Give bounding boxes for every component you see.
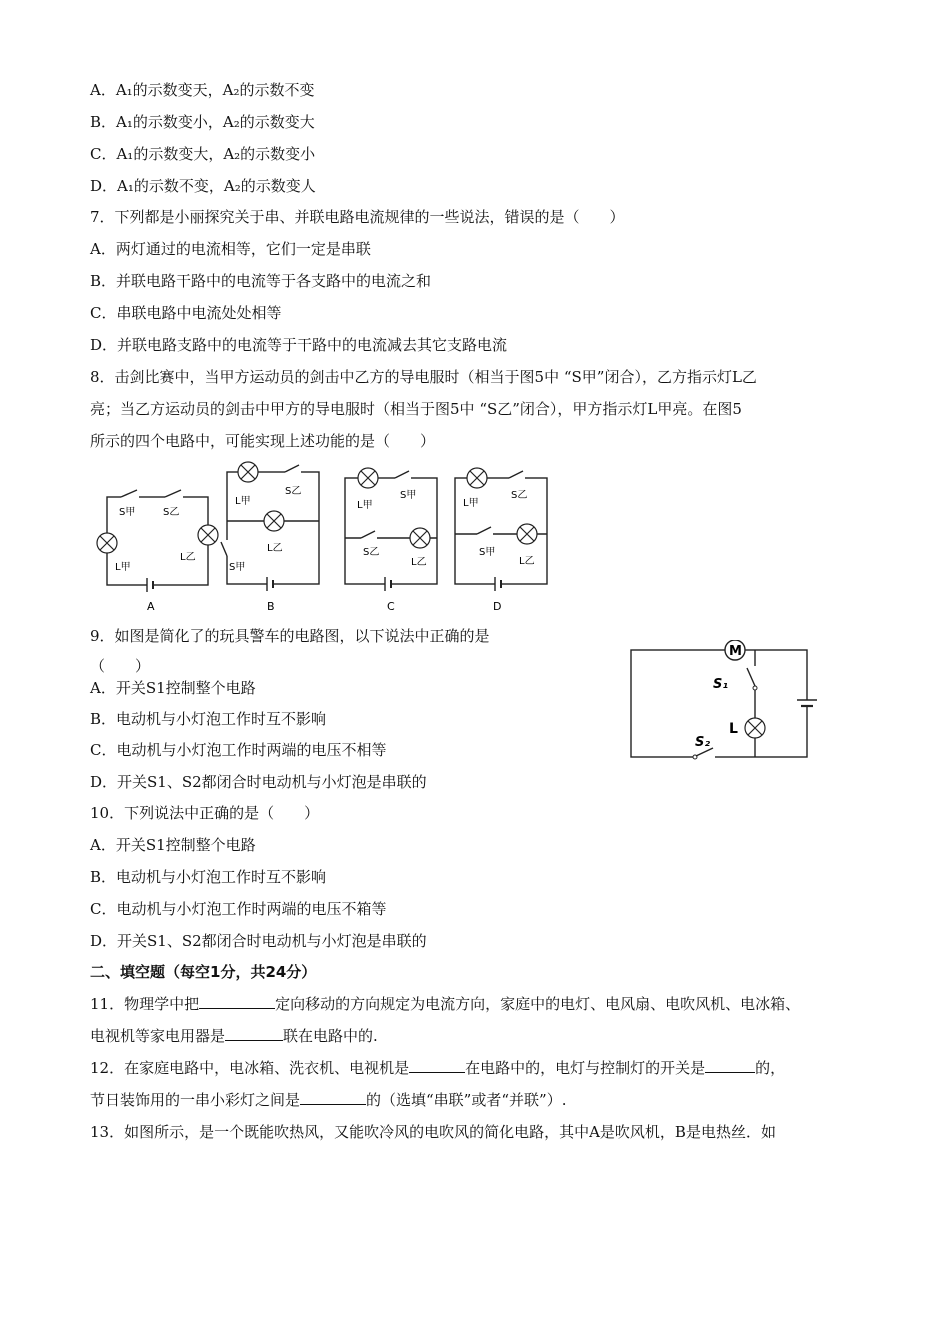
circuit-c-s-yi-label: S乙	[363, 547, 380, 558]
switch-s2-label: S₂	[695, 735, 711, 750]
circuit-d-s-jia-label: S甲	[479, 547, 496, 558]
q11-line-2	[90, 1026, 378, 1046]
q12-blank-3	[300, 1090, 366, 1105]
q12-text-2: 在电路中的，电灯与控制灯的开关是	[465, 1059, 706, 1077]
q7-option-d: D．并联电路支路中的电流等于干路中的电流减去其它支路电流	[90, 336, 508, 354]
switch-s1-label: S₁	[713, 677, 729, 692]
circuit-a	[97, 490, 218, 613]
q10-option-a: A．开关S1控制整个电路	[90, 836, 256, 854]
circuit-d-s-yi-label: S乙	[511, 490, 528, 501]
q9-option-a: A．开关S1控制整个电路	[90, 679, 256, 697]
q9-option-d: D．开关S1、S2都闭合时电动机与小灯泡是串联的	[90, 773, 427, 791]
q8-stem-line-1: 8．击剑比赛中，当甲方运动员的剑击中乙方的导电服时（相当于图5中 “S甲”闭合），乙方指示灯L乙	[90, 368, 757, 386]
q9-option-b: B．电动机与小灯泡工作时互不影响	[90, 710, 327, 728]
circuit-a-label: A	[147, 600, 155, 613]
q12-text-5: 的（选填“串联”或者“并联”）.	[366, 1091, 567, 1109]
circuit-c-label: C	[387, 600, 395, 613]
q11-blank-1	[199, 994, 275, 1009]
q7-option-c: C．串联电路中电流处处相等	[90, 304, 282, 322]
q9-stem: 9．如图是简化了的玩具警车的电路图，以下说法中正确的是	[90, 627, 490, 645]
q10-stem: 10．下列说法中正确的是（ ）	[90, 804, 320, 822]
q6-option-a: A．A₁的示数变天，A₂的示数不变	[90, 81, 315, 99]
circuit-c	[345, 468, 437, 613]
circuit-a-l-jia-label: L甲	[115, 562, 131, 573]
circuit-a-s-yi-label: S乙	[163, 507, 180, 518]
q9-option-c: C．电动机与小灯泡工作时两端的电压不相等	[90, 741, 387, 759]
q8-circuits-figure	[95, 460, 565, 620]
q6-option-d: D．A₁的示数不变，A₂的示数变人	[90, 177, 316, 195]
circuit-b-l-jia-label: L甲	[235, 496, 251, 507]
q7-stem: 7．下列都是小丽探究关于串、并联电路电流规律的一些说法，错误的是（ ）	[90, 208, 625, 226]
circuit-b-s-jia-label: S甲	[229, 562, 246, 573]
q8-stem-line-3: 所示的四个电路中，可能实现上述功能的是（ ）	[90, 432, 436, 450]
q10-option-d: D．开关S1、S2都闭合时电动机与小灯泡是串联的	[90, 932, 427, 950]
circuit-b	[221, 462, 319, 613]
circuit-d-l-jia-label: L甲	[463, 498, 479, 509]
q12-blank-2	[705, 1058, 755, 1073]
circuit-c-l-jia-label: L甲	[357, 500, 373, 511]
q11-text-4: 联在电路中的.	[283, 1027, 378, 1045]
circuit-d	[455, 468, 547, 613]
q12-blank-1	[409, 1058, 465, 1073]
q12-text-1: 12．在家庭电路中，电冰箱、洗衣机、电视机是	[90, 1059, 410, 1077]
circuit-d-label: D	[493, 600, 502, 613]
lamp-label: L	[729, 721, 738, 737]
circuit-a-s-jia-label: S甲	[119, 507, 136, 518]
q9-paren: （ ）	[90, 657, 151, 675]
section-2-title: 二、填空题（每空1分，共24分）	[90, 963, 317, 981]
circuit-c-s-jia-label: S甲	[400, 490, 417, 501]
q9-circuit-figure	[625, 640, 835, 770]
circuit-b-l-yi-label: L乙	[267, 543, 283, 554]
q8-stem-line-2: 亮；当乙方运动员的剑击中甲方的导电服时（相当于图5中 “S乙”闭合），甲方指示灯L甲亮。在图5	[90, 400, 742, 418]
q11-text-2: 定向移动的方向规定为电流方向，家庭中的电灯、电风扇、电吹风机、电冰箱、	[275, 995, 801, 1013]
q10-option-c: C．电动机与小灯泡工作时两端的电压不箱等	[90, 900, 387, 918]
motor-label: M	[729, 644, 742, 659]
circuit-a-l-yi-label: L乙	[180, 552, 196, 563]
q12-line-1	[90, 1058, 785, 1078]
q7-option-a: A．两灯通过的电流相等，它们一定是串联	[90, 240, 371, 258]
q12-text-4: 节日装饰用的一串小彩灯之间是	[90, 1091, 301, 1109]
circuit-c-l-yi-label: L乙	[411, 557, 427, 568]
q6-option-b: B．A₁的示数变小，A₂的示数变大	[90, 113, 315, 131]
circuit-d-l-yi-label: L乙	[519, 556, 535, 567]
q11-text-1: 11．物理学中把	[90, 995, 200, 1013]
circuit-b-s-yi-label: S乙	[285, 486, 302, 497]
q12-text-3: 的，	[755, 1059, 786, 1077]
q12-line-2	[90, 1090, 566, 1110]
q7-option-b: B．并联电路干路中的电流等于各支路中的电流之和	[90, 272, 432, 290]
q11-blank-2	[225, 1026, 283, 1041]
q6-option-c: C．A₁的示数变大，A₂的示数变小	[90, 145, 316, 163]
q13-stem: 13．如图所示，是一个既能吹热风，又能吹冷风的电吹风的简化电路，其中A是吹风机，B是电热丝．如	[90, 1123, 776, 1141]
q11-line-1	[90, 994, 800, 1014]
q10-option-b: B．电动机与小灯泡工作时互不影响	[90, 868, 327, 886]
circuit-b-label: B	[267, 600, 275, 613]
q11-text-3: 电视机等家电用器是	[90, 1027, 226, 1045]
